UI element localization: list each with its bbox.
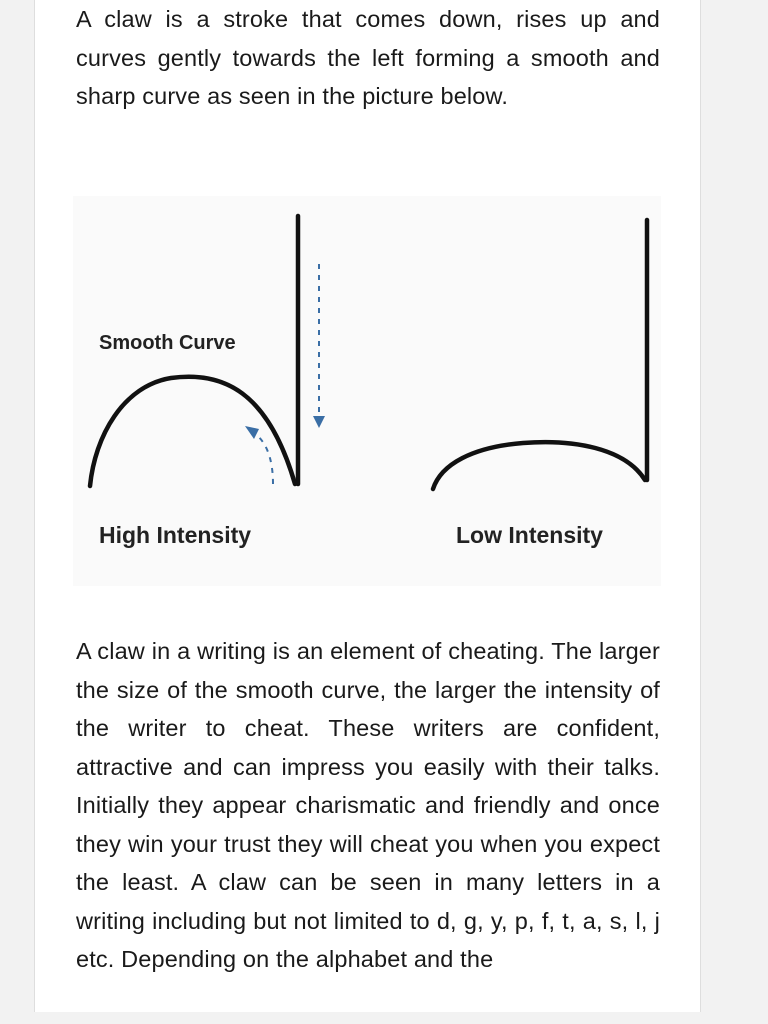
high-intensity-label: High Intensity — [99, 522, 252, 548]
page-bottom-edge — [0, 1012, 768, 1024]
smooth-curve-label: Smooth Curve — [99, 332, 236, 354]
high-intensity-curve — [90, 377, 295, 486]
upward-arrow-head — [245, 426, 259, 439]
low-intensity-claw — [433, 220, 647, 489]
low-intensity-label: Low Intensity — [456, 522, 603, 548]
claw-illustration — [73, 196, 661, 586]
low-intensity-curve — [433, 442, 645, 489]
upward-dashed-arrow — [253, 432, 273, 484]
article-page — [34, 0, 701, 1012]
body-paragraph: A claw in a writing is an element of cheating. The larger the size of the smooth curve, the larger the intensity of the writer to cheat. These writers are confident, attractive and can impress you easily with their talks. Initially they appear charismatic and friendly and once they win your trust they will cheat you when you expect the least. A claw can be seen in many letters in a writing including but not limited to d, g, y, p, f, t, a, s, l, j etc. Depending on the alphabet and the — [76, 638, 660, 972]
downward-arrow-head — [313, 416, 325, 428]
intro-paragraph: A claw is a stroke that comes down, rises up and curves gently towards the left forming a smooth and sharp curve as seen in the picture below. — [76, 6, 660, 109]
